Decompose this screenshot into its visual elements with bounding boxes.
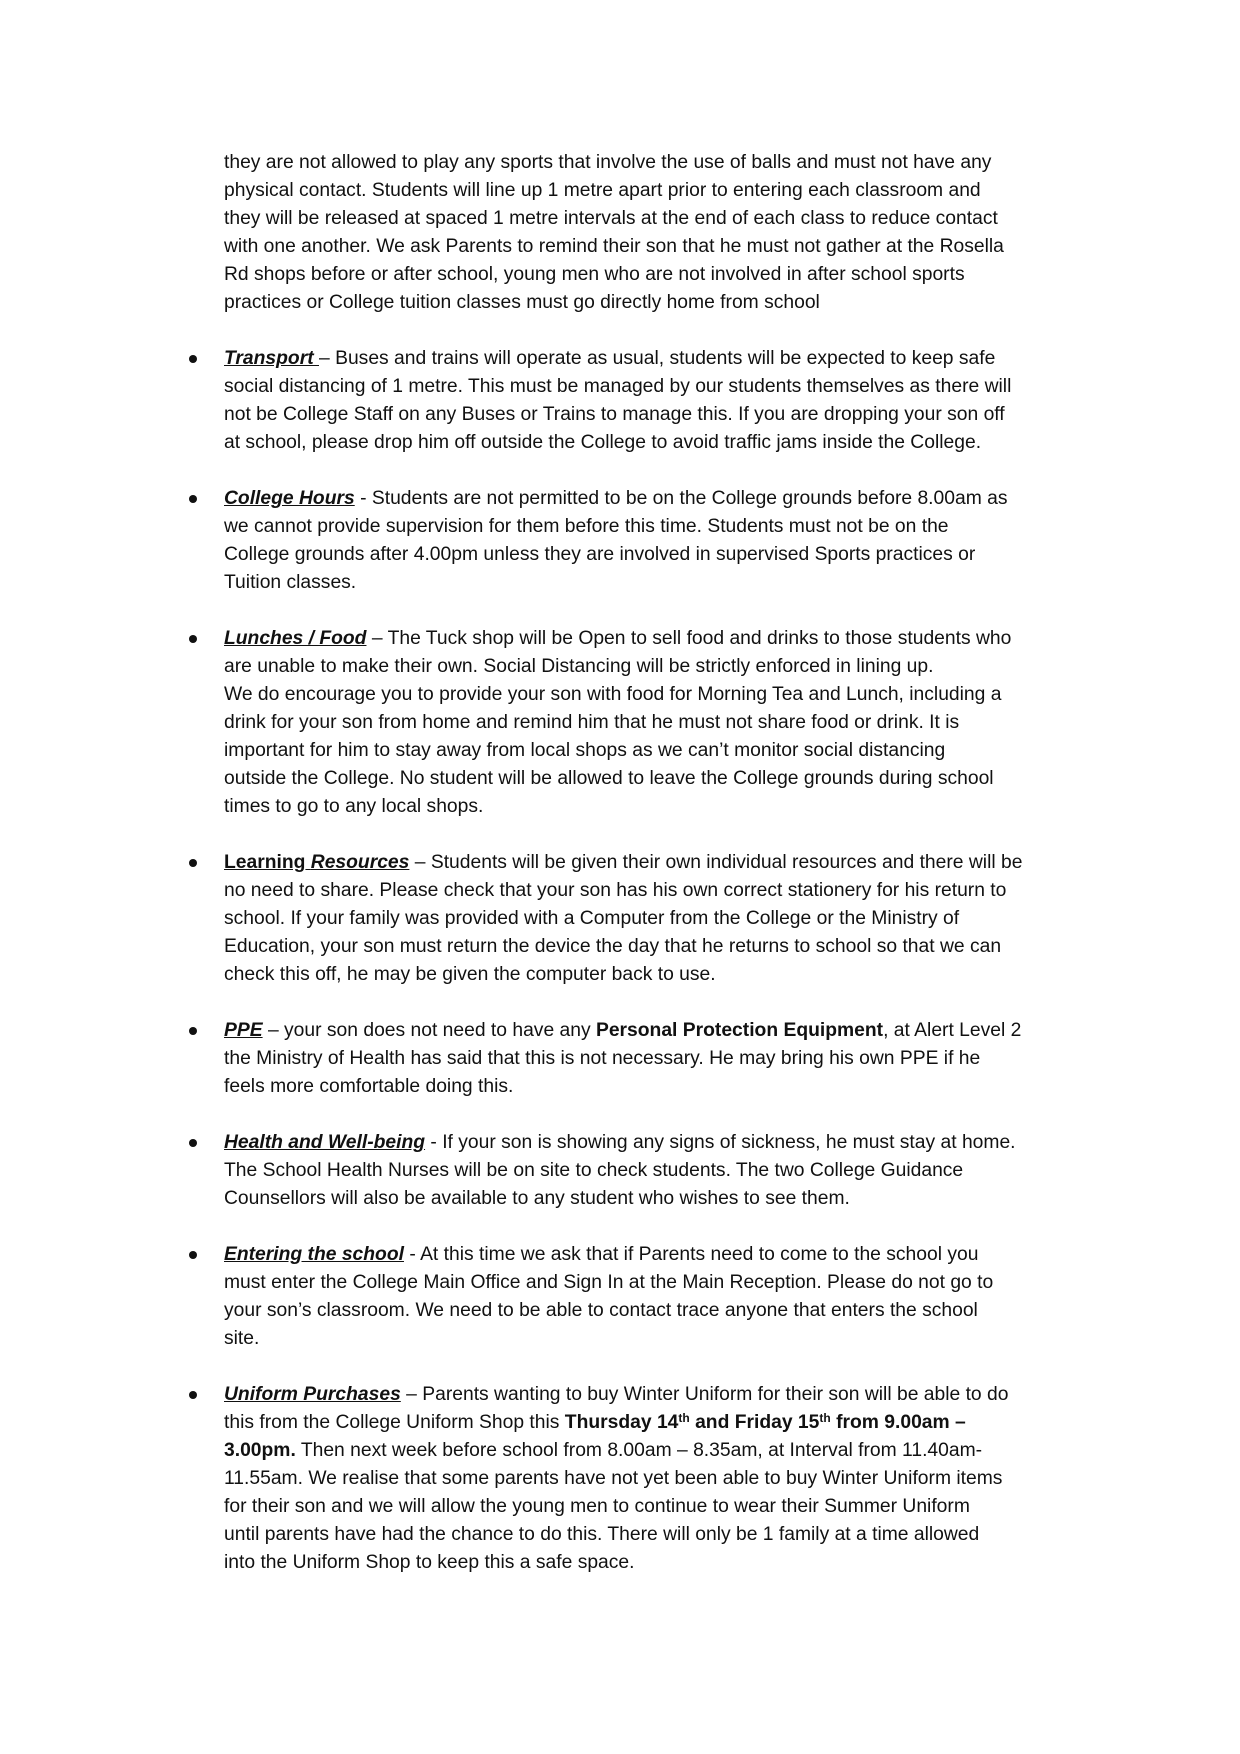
bullet-icon bbox=[189, 1139, 197, 1147]
intro-line: they will be released at spaced 1 metre intervals at the end of each class to reduce contact bbox=[224, 208, 998, 229]
text-bold: from 9.00am – bbox=[830, 1412, 966, 1433]
heading-transport: Transport bbox=[224, 348, 319, 369]
list-item-health-wellbeing bbox=[224, 1129, 1084, 1213]
superscript: th bbox=[819, 1411, 831, 1425]
text-line: Tuition classes. bbox=[224, 572, 357, 593]
text-line: for their son and we will allow the young men to continue to wear their Summer Uniform bbox=[224, 1496, 970, 1517]
text: Buses and trains will operate as usual, students will be expected to keep safe bbox=[335, 348, 996, 369]
text: Students will be given their own individual resources and there will be bbox=[430, 852, 1023, 873]
list-item-transport bbox=[224, 345, 1084, 457]
heading-health-wellbeing: Health and Well-being bbox=[224, 1132, 426, 1153]
bullet-icon bbox=[189, 859, 197, 867]
text: Students are not permitted to be on the College grounds before 8.00am as bbox=[371, 488, 1008, 509]
guidelines-list bbox=[224, 345, 1084, 1577]
bullet-icon bbox=[189, 635, 197, 643]
heading-learning-resources bbox=[224, 852, 409, 873]
text-line: are unable to make their own. Social Distancing will be strictly enforced in lining up. bbox=[224, 656, 934, 677]
text-line: no need to share. Please check that your son has his own correct stationery for his return to bbox=[224, 880, 1007, 901]
bullet-icon bbox=[189, 355, 197, 363]
text-line: feels more comfortable doing this. bbox=[224, 1076, 514, 1097]
text-line: College grounds after 4.00pm unless they are involved in supervised Sports practices or bbox=[224, 544, 976, 565]
heading-lunches-food: Lunches / Food bbox=[224, 628, 367, 649]
text-bold: and Friday 15 bbox=[689, 1412, 820, 1433]
bullet-icon bbox=[189, 1027, 197, 1035]
text-line: We do encourage you to provide your son with food for Morning Tea and Lunch, including a bbox=[224, 684, 1002, 705]
text-line: we cannot provide supervision for them before this time. Students must not be on the bbox=[224, 516, 949, 537]
text: your son does not need to have any bbox=[284, 1020, 596, 1041]
intro-line: with one another. We ask Parents to remind their son that he must not gather at the Rosella bbox=[224, 236, 1004, 257]
intro-line: Rd shops before or after school, young men who are not involved in after school sports bbox=[224, 264, 965, 285]
text: At this time we ask that if Parents need to come to the school you bbox=[420, 1244, 979, 1265]
bullet-icon bbox=[189, 1251, 197, 1259]
separator: – bbox=[400, 1384, 423, 1405]
text-line: until parents have had the chance to do this. There will only be 1 family at a time allowed bbox=[224, 1524, 980, 1545]
text-line: 11.55am. We realise that some parents have not yet been able to buy Winter Uniform items bbox=[224, 1468, 1003, 1489]
text-bold: Thursday 14 bbox=[564, 1412, 679, 1433]
text: The Tuck shop will be Open to sell food and drinks to those students who bbox=[387, 628, 1012, 649]
text-line: site. bbox=[224, 1328, 260, 1349]
text-line: outside the College. No student will be allowed to leave the College grounds during school bbox=[224, 768, 994, 789]
separator: - bbox=[403, 1244, 421, 1265]
text-line: not be College Staff on any Buses or Trains to manage this. If you are dropping your son off bbox=[224, 404, 1005, 425]
text-line: times to go to any local shops. bbox=[224, 796, 484, 817]
intro-line: they are not allowed to play any sports that involve the use of balls and must not have any bbox=[224, 152, 992, 173]
heading-part: Resources bbox=[310, 852, 410, 873]
separator: - bbox=[425, 1132, 443, 1153]
bullet-icon bbox=[189, 1391, 197, 1399]
separator: – bbox=[409, 852, 431, 873]
bullet-icon bbox=[189, 495, 197, 503]
text-line: must enter the College Main Office and Sign In at the Main Reception. Please do not go to bbox=[224, 1272, 994, 1293]
heading-part: Learning bbox=[224, 852, 306, 873]
text-line: important for him to stay away from local shops as we can’t monitor social distancing bbox=[224, 740, 946, 761]
text-line: at school, please drop him off outside the College to avoid traffic jams inside the College. bbox=[224, 432, 982, 453]
text-bold: Personal Protection Equipment bbox=[595, 1020, 884, 1041]
text-line: Education, your son must return the device the day that he returns to school so that we can bbox=[224, 936, 1002, 957]
separator: – bbox=[262, 1020, 285, 1041]
heading-ppe: PPE bbox=[224, 1020, 263, 1041]
text-line: into the Uniform Shop to keep this a safe space. bbox=[224, 1552, 635, 1573]
text-line: your son’s classroom. We need to be able to contact trace anyone that enters the school bbox=[224, 1300, 978, 1321]
text: , at Alert Level 2 bbox=[883, 1020, 1022, 1041]
text: If your son is showing any signs of sickness, he must stay at home. bbox=[442, 1132, 1016, 1153]
text: Then next week before school from 8.00am – 8.35am, at Interval from 11.40am- bbox=[295, 1440, 983, 1461]
text-line: the Ministry of Health has said that this is not necessary. He may bring his own PPE if he bbox=[224, 1048, 981, 1069]
page-content bbox=[224, 149, 1084, 1596]
list-item-uniform-purchases bbox=[224, 1381, 1084, 1577]
text-line: drink for your son from home and remind him that he must not share food or drink. It is bbox=[224, 712, 960, 733]
text: this from the College Uniform Shop this bbox=[224, 1412, 565, 1433]
list-item-lunches-food bbox=[224, 625, 1084, 821]
list-item-ppe bbox=[224, 1017, 1084, 1101]
text-line: school. If your family was provided with a Computer from the College or the Ministry of bbox=[224, 908, 960, 929]
text-line: The School Health Nurses will be on site to check students. The two College Guidance bbox=[224, 1160, 964, 1181]
list-item-learning-resources bbox=[224, 849, 1084, 989]
heading-uniform-purchases: Uniform Purchases bbox=[224, 1384, 401, 1405]
heading-entering-school: Entering the school bbox=[224, 1244, 404, 1265]
text-line: Counsellors will also be available to any student who wishes to see them. bbox=[224, 1188, 850, 1209]
text-line: social distancing of 1 metre. This must be managed by our students themselves as there will bbox=[224, 376, 1012, 397]
list-item-college-hours bbox=[224, 485, 1084, 597]
heading-college-hours: College Hours bbox=[224, 488, 355, 509]
intro-line: practices or College tuition classes must go directly home from school bbox=[224, 292, 820, 313]
text-bold: 3.00pm. bbox=[224, 1440, 296, 1461]
separator: – bbox=[319, 348, 336, 369]
separator: - bbox=[354, 488, 372, 509]
text: Parents wanting to buy Winter Uniform for their son will be able to do bbox=[422, 1384, 1009, 1405]
intro-paragraph bbox=[224, 149, 1084, 317]
superscript: th bbox=[678, 1411, 690, 1425]
text-line: check this off, he may be given the computer back to use. bbox=[224, 964, 716, 985]
intro-line: physical contact. Students will line up 1 metre apart prior to entering each classroom and bbox=[224, 180, 981, 201]
list-item-entering-school bbox=[224, 1241, 1084, 1353]
separator: – bbox=[366, 628, 388, 649]
